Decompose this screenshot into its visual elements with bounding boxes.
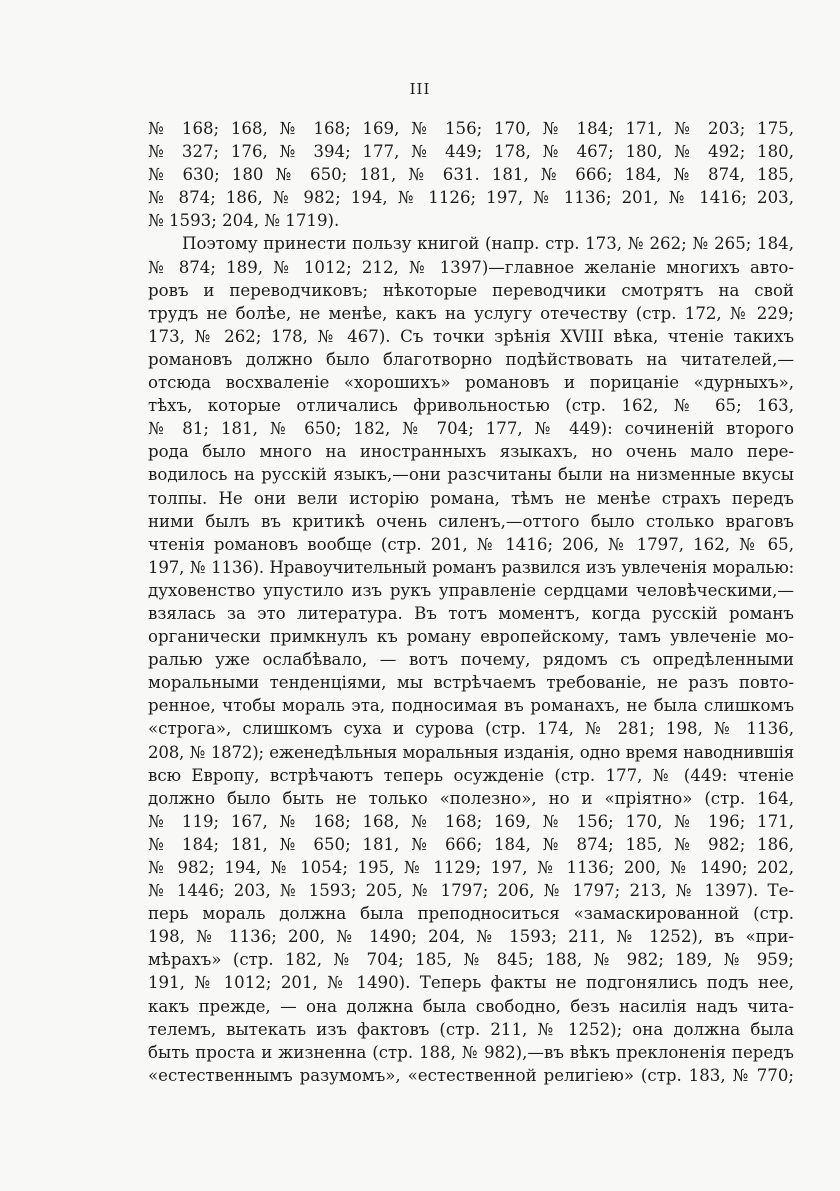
text-line: Поэтому принести пользу книгой (напр. стр. 173, № 262; № 265; 184, <box>182 234 794 254</box>
text-line: отсюда восхваленіе «хорошихъ» романовъ и порицаніе «дурныхъ», <box>148 373 794 393</box>
text-line: 198, № 1136; 200, № 1490; 204, № 1593; 211, № 1252), въ «при- <box>148 927 794 947</box>
text-line: № 874; 189, № 1012; 212, № 1397)—главное желаніе многихъ авто- <box>148 257 794 277</box>
text-line: водилось на русскій языкъ,—они разсчитаны были на низменные вкусы <box>148 465 794 485</box>
text-line: взялась за это литература. Въ тотъ моментъ, когда русскій романъ <box>148 603 794 623</box>
text-line: № 81; 181, № 650; 182, № 704; 177, № 449): сочиненій второго <box>148 419 794 439</box>
text-line: № 1446; 203, № 1593; 205, № 1797; 206, № 1797; 213, № 1397). Те- <box>148 881 794 901</box>
text-line: должно было быть не только «полезно», но и «пріятно» (стр. 164, <box>148 788 794 808</box>
text-line: № 630; 180 № 650; 181, № 631. 181, № 666; 184, № 874, 185, <box>148 165 794 185</box>
text-line: толпы. Не они вели исторію романа, тѣмъ не менѣе страхъ передъ <box>148 488 794 508</box>
text-line: 208, № 1872); еженедѣльныя моральныя изданія, одно время наводнившія <box>148 742 794 762</box>
text-line: № 327; 176, № 394; 177, № 449; 178, № 467; 180, № 492; 180, <box>148 142 794 162</box>
text-line: моральными тенденціями, мы встрѣчаемъ требованіе, не разъ повто- <box>148 673 794 693</box>
text-line: ровъ и переводчиковъ; нѣкоторые переводчики смотрятъ на свой <box>148 280 794 300</box>
text-line: 191, № 1012; 201, № 1490). Теперь факты не подгонялись подъ нее, <box>148 973 794 993</box>
text-line: рода было много на иностранныхъ языкахъ, но очень мало пере- <box>148 442 794 462</box>
text-line: «естественнымъ разумомъ», «естественной религіею» (стр. 183, № 770; <box>148 1065 794 1085</box>
text-line: № 874; 186, № 982; 194, № 1126; 197, № 1136; 201, № 1416; 203, <box>148 188 794 208</box>
text-line: духовенство упустило изъ рукъ управленіе сердцами человѣческими,— <box>148 580 794 600</box>
text-line: № 168; 168, № 168; 169, № 156; 170, № 184; 171, № 203; 175, <box>148 119 794 138</box>
text-line: № 119; 167, № 168; 168, № 168; 169, № 156; 170, № 196; 171, <box>148 811 794 831</box>
text-line: быть проста и жизненна (стр. 188, № 982),—въ вѣкъ преклоненія передъ <box>148 1042 794 1062</box>
text-line: № 982; 194, № 1054; 195, № 1129; 197, № 1136; 200, № 1490; 202, <box>148 858 794 877</box>
body-text <box>148 117 794 1087</box>
text-line: «строга», слишкомъ суха и сурова (стр. 174, № 281; 198, № 1136, <box>148 719 794 739</box>
text-line: 173, № 262; 178, № 467). Съ точки зрѣнія XVIII вѣка, чтеніе такихъ <box>148 326 794 346</box>
text-line: всю Европу, встрѣчаютъ теперь осужденіе (стр. 177, № (449: чтеніе <box>148 765 794 785</box>
text-line: органически примкнулъ къ роману европейскому, тамъ увлеченіе мо- <box>148 627 794 647</box>
text-line: 197, № 1136). Нравоучительный романъ развился изъ увлеченія моралью: <box>148 557 794 577</box>
text-line: ними былъ въ критикѣ очень силенъ,—оттого было столько враговъ <box>148 511 794 531</box>
text-line: мѣрахъ» (стр. 182, № 704; 185, № 845; 188, № 982; 189, № 959; <box>148 950 794 970</box>
text-line: трудъ не болѣе, не менѣе, какъ на услугу отечеству (стр. 172, № 229; <box>148 303 794 323</box>
page-number: III <box>409 80 431 98</box>
text-line: № 1593; 204, № 1719). <box>148 211 340 231</box>
text-line: № 184; 181, № 650; 181, № 666; 184, № 874; 185, № 982; 186, <box>148 834 794 854</box>
text-line: перь мораль должна была преподноситься «замаскированной (стр. <box>148 904 794 924</box>
text-line: тѣхъ, которые отличались фривольностью (стр. 162, № 65; 163, <box>148 396 794 416</box>
text-line: телемъ, вытекать изъ фактовъ (стр. 211, № 1252); она должна была <box>148 1019 794 1039</box>
text-line: ренное, чтобы мораль эта, подносимая въ романахъ, не была слишкомъ <box>148 696 794 716</box>
text-line: ралью уже ослабѣвало, — вотъ почему, рядомъ съ опредѣленными <box>148 650 794 670</box>
text-line: романовъ должно было благотворно подѣйствовать на читателей,— <box>148 349 794 369</box>
text-line: какъ прежде, — она должна была свободно, безъ насилія надъ чита- <box>148 996 794 1016</box>
text-line: чтенія романовъ вообще (стр. 201, № 1416; 206, № 1797, 162, № 65, <box>148 534 794 554</box>
